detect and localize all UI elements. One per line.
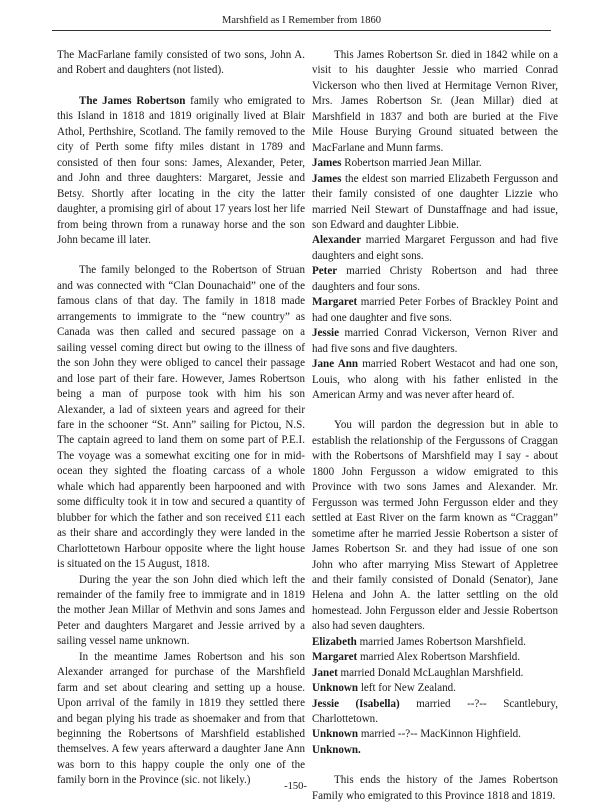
family-entry (312, 172, 558, 234)
daughter-entry (312, 743, 558, 758)
entry-text: married Margaret Fergusson and had five daughters and eight sons. (312, 234, 558, 262)
entry-text: married Conrad Vickerson, Vernon River and had five sons and five daughters. (312, 327, 558, 355)
entry-name: Jessie (Isabella) (312, 697, 400, 710)
paragraph-james-sr-death: This James Robertson Sr. died in 1842 while on a visit to his daughter Jessie who married Conrad Vickerson who then lived at Hermitage Vernon River, Mrs. James Robertson Sr. (Jean Millar) died at Marshfield in 1837 and both are buried at the Five Mile House Burying Ground situated between the MacFarlane and Munn farms. (312, 49, 558, 154)
entry-text: left for New Zealand. (358, 682, 456, 695)
daughter-entry (312, 697, 558, 728)
entry-name: Elizabeth (312, 635, 357, 648)
family-entry (312, 326, 558, 357)
entry-text: Robertson married Jean Millar. (341, 157, 482, 170)
robertson-intro-text: family who emigrated to this Island in 1818 and 1819 originally lived at Blair Athol, Perthshire, Scotland. The family removed to the city of Perth some fifty miles distant in 1789 and consisted of then four sons: James, Alexander, Peter, and John and three daughters: Margaret, Jessie and Betsy. Shortly after locating in the city the latter daughter, a promising girl of about 17 years lost her life from being thrown from a runaway horse and the son John became ill later. (57, 94, 305, 246)
family-entry (312, 156, 558, 171)
running-header: Marshfield as I Remember from 1860 (222, 15, 381, 26)
entry-name: Unknown (312, 682, 359, 695)
header-rule (52, 30, 551, 31)
robertson-family-heading: The James Robertson (79, 94, 186, 107)
left-column (57, 48, 305, 789)
entry-name: James (312, 172, 342, 185)
paragraph-fergusson-digression: You will pardon the degression but in able to establish the relationship of the Fergussons of Craggan with the Robertsons of Marshfield may I say - about 1800 John Fergusson a widow emigrated to this Province with two sons James and Alexander. Mr. Fergusson was termed John Fergusson elder and they settled at East River on the farm known as “Craggan” sometime after he married Jessie Robertson a sister of James Robertson Sr. and they had issue of one son John who after marrying Miss Stewart of Appletree and their family consisted of Donald (Senator), Jane Helena and John A. the latter settling on the old homestead. John Fergusson elder and Jessie Robertson also had seven daughters. (312, 419, 558, 633)
right-column (312, 48, 558, 804)
entry-text: married Peter Forbes of Brackley Point and had one daughter and five sons. (312, 296, 558, 324)
family-entry (312, 264, 558, 295)
paragraph-history-end: This ends the history of the James Robertson Family who emigrated to this Province 1818 and 1819. (312, 774, 558, 802)
paragraph-john-died: During the year the son John died which left the remainder of the family free to immigrate and in 1819 the mother Jean Millar of Methvin and sons James and Peter and daughters Margaret and Jessie arrived by a sailing vessel name unknown. (57, 573, 305, 648)
daughter-entry (312, 727, 558, 742)
entry-text: married --?-- MacKinnon Highfield. (358, 728, 521, 741)
paragraph-marshfield-farm: In the meantime James Robertson and his son Alexander arranged for purchase of the Marshfield farm and set about clearing and setting up a house. Upon arrival of the family in 1819 they settled there and began plying his trade as shoemaker and from that beginning the Robertsons of Marshfield established themselves. A few years afterward a daughter Jane Ann was born to this happy couple the only one of the family born in the Province (sic. not likely.) (57, 650, 305, 787)
entry-text: married Robert Westacot and had one son, Louis, who along with his father enlisted in the American Army and was never after heard of. (312, 358, 558, 401)
entry-name: Janet (312, 666, 338, 679)
daughter-entry (312, 681, 558, 696)
entry-name: James (312, 157, 342, 170)
entry-text: married Alex Robertson Marshfield. (357, 651, 521, 664)
daughter-entry (312, 650, 558, 665)
paragraph-macfarlane: The MacFarlane family consisted of two sons, John A. and Robert and daughters (not listed). (57, 49, 305, 77)
paragraph-clan-voyage: The family belonged to the Robertson of Struan and was connected with “Clan Dounachaid” one of the famous clans of that day. The family in 1818 made arrangements to immigrate to the “new country” as Canada was then called and secured passage on a sailing vessel coming direct but owing to the illness of the son John they were obliged to cancel their passage and lose part of their fare. However, James Robertson being a man of purpose took with him his son Alexander, a lad of sixteen years and agreed for their fare in the schooner “St. Ann” sailing for Pictou, N.S. The captain agreed to land them on some part of P.E.I. The voyage was a somewhat exciting one for in mid-ocean they sighted the floating carcass of a whole whale which had apparently been harpooned and with some difficulty took it in tow and secured a quantity of blubber for which the father and son received £11 each as their share and accordingly they were landed in the Charlottetown Harbour opposite where the light house is situated on the 15 August, 1818. (57, 264, 305, 571)
entry-name: Jane Ann (312, 358, 358, 371)
entry-text: married Christy Robertson and had three daughters and four sons. (312, 265, 558, 293)
entry-name: Alexander (312, 234, 362, 247)
paragraph-robertson-intro (57, 94, 305, 249)
entry-name: Margaret (312, 651, 358, 664)
entry-name: Peter (312, 265, 338, 278)
entry-text: the eldest son married Elizabeth Fergusson and their family consisted of one daughter Lizzie who married Neil Stewart of Dunstaffnage and had issue, son Edward and daughter Libbie. (312, 172, 558, 231)
entry-name: Margaret (312, 296, 358, 309)
entry-name: Unknown (312, 728, 359, 741)
entry-text: married Donald McLaughlan Marshfield. (337, 666, 524, 679)
entry-text: married James Robertson Marshfield. (356, 635, 526, 648)
entry-text: married --?-- Scantlebury, Charlottetown. (312, 697, 559, 726)
daughter-entry (312, 635, 558, 650)
family-entry (312, 233, 558, 264)
family-entry (312, 295, 558, 326)
family-entry (312, 357, 558, 403)
entry-name: Unknown. (312, 743, 361, 756)
page-number: -150- (284, 781, 307, 792)
entry-name: Jessie (312, 327, 339, 340)
daughter-entry (312, 666, 558, 681)
